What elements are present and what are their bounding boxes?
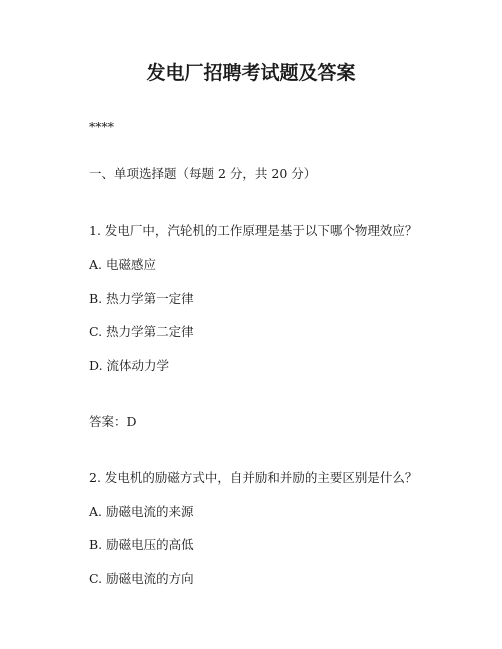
question-2-text: 2. 发电机的励磁方式中，自并励和并励的主要区别是什么？	[89, 470, 418, 485]
separator-stars: ****	[89, 119, 114, 134]
question-2-option-c: C. 励磁电流的方向	[89, 571, 194, 586]
question-1-option-a: A. 电磁感应	[89, 257, 156, 272]
question-1-option-c: C. 热力学第二定律	[89, 324, 194, 339]
question-2-option-a: A. 励磁电流的来源	[89, 504, 194, 519]
document-title: 发电厂招聘考试题及答案	[146, 62, 356, 84]
question-1-option-d: D. 流体动力学	[89, 358, 170, 373]
question-2-option-b: B. 励磁电压的高低	[89, 537, 194, 552]
question-1-text: 1. 发电厂中，汽轮机的工作原理是基于以下哪个物理效应？	[89, 223, 418, 238]
section-heading: 一、单项选择题（每题 2 分，共 20 分）	[89, 166, 317, 181]
question-1-option-b: B. 热力学第一定律	[89, 291, 194, 306]
question-1-answer: 答案：D	[89, 414, 137, 429]
